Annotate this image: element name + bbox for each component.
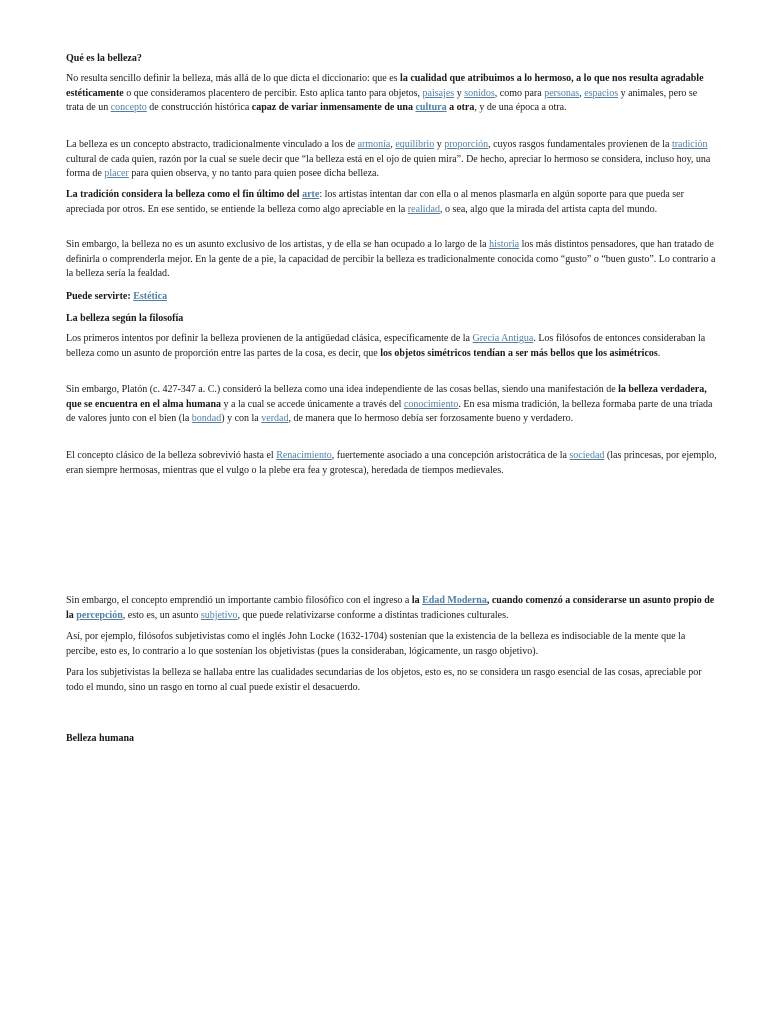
link-equilibrio[interactable]: equilibrio <box>395 139 435 150</box>
bold-text: la <box>411 595 423 606</box>
link-placer[interactable]: placer <box>104 168 129 180</box>
heading-que-es-la-belleza: Qué es la belleza? <box>66 53 142 64</box>
text: . <box>657 347 661 359</box>
paragraph-renacimiento <box>66 449 721 478</box>
paragraph-puede-servirte <box>66 290 716 305</box>
text: , <box>390 139 396 150</box>
link-renacimiento[interactable]: Renacimiento <box>276 450 332 461</box>
text: , de manera que lo hermoso debía ser forzosamente bueno y verdadero. <box>288 413 574 425</box>
link-grecia-antigua[interactable]: Grecia Antigua <box>472 333 534 344</box>
bold-text: los objetos simétricos tendían a ser más bellos que los asimétricos <box>380 347 658 359</box>
text: . En esa misma tradición, la belleza formaba parte de una tríada de valores junto con el bien (la <box>66 398 713 425</box>
link-sociedad[interactable]: sociedad <box>569 450 605 461</box>
text: , que puede relativizarse conforme a distintas tradiciones culturales. <box>237 609 509 621</box>
text: (las princesas, por ejemplo, eran siempre hermosas, mientras que el vulgo o la plebe era fea y grotesca), heredada de tiempos medievales. <box>66 450 717 476</box>
link-edad-moderna[interactable]: Edad Moderna <box>422 595 487 606</box>
text: , fuertemente asociado a una concepción aristocrática de la <box>331 450 570 461</box>
text: y animales, pero se trata de un <box>66 87 698 114</box>
text: Sin embargo, la belleza no es un asunto exclusivo de los artistas, y de ella se han ocupado a lo largo de la <box>66 239 490 250</box>
paragraph-grecia-antigua <box>66 332 716 361</box>
text: y a la cual se accede únicamente a través del <box>221 398 404 410</box>
text: o que consideramos placentero de percibir. Esto aplica tanto para objetos, <box>123 87 423 99</box>
text: , y de una época a otra. <box>474 102 567 114</box>
link-percepcion[interactable]: percepción <box>76 609 123 621</box>
link-armonia[interactable]: armonía <box>357 139 391 150</box>
heading-belleza-filosofia: La belleza según la filosofía <box>66 313 184 324</box>
link-tradicion[interactable]: tradición <box>671 139 708 150</box>
paragraph-edad-moderna <box>66 594 721 623</box>
link-concepto[interactable]: concepto <box>110 102 147 114</box>
link-proporcion[interactable]: proporción <box>444 139 489 150</box>
text: Los primeros intentos por definir la belleza provienen de la antigüedad clásica, específicamente de la <box>66 333 473 344</box>
link-subjetivo[interactable]: subjetivo <box>200 609 238 621</box>
paragraph-john-locke: Así, por ejemplo, filósofos subjetivistas como el inglés John Locke (1632-1704) sostenían que la existencia de la belleza es indisociable de la mente que la percibe, esto es, lo contrario a lo que sostenían los objetivistas (pues la consideraban, lógicamente, un rasgo objetivo). <box>66 631 686 657</box>
text: y <box>434 139 445 150</box>
link-estetica[interactable]: Estética <box>133 291 168 302</box>
bold-text: capaz de variar inmensamente de una <box>251 102 416 114</box>
text: , <box>579 87 585 99</box>
text: Sin embargo, el concepto emprendió un importante cambio filosófico con el ingreso a <box>66 595 412 606</box>
text: Sin embargo, Platón (c. 427-347 a. C.) consideró la belleza como una idea independiente de las cosas bellas, siendo una manifestación de <box>66 384 619 395</box>
link-realidad[interactable]: realidad <box>407 203 440 215</box>
paragraph-tradicion-arte <box>66 188 716 217</box>
text: , o sea, algo que la mirada del artista capta del mundo. <box>440 203 658 215</box>
paragraph-platon <box>66 383 716 427</box>
link-sonidos[interactable]: sonidos <box>464 87 495 99</box>
text: y <box>454 87 465 99</box>
text: ) y con la <box>221 413 262 425</box>
text: cultural de cada quien, razón por la cual se suele decir que “la belleza está en el ojo de quien mira”. De hecho, apreciar lo hermoso se considera, incluso hoy, una forma de <box>66 153 711 180</box>
text: de construcción histórica <box>146 102 252 114</box>
text: para quien observa, y no tanto para quien posee dicha belleza. <box>128 168 379 180</box>
link-paisajes[interactable]: paisajes <box>422 87 455 99</box>
text: , esto es, un asunto <box>122 609 201 621</box>
heading-belleza-humana: Belleza humana <box>66 733 135 744</box>
text: , como para <box>494 87 545 99</box>
link-espacios[interactable]: espacios <box>584 87 619 99</box>
link-arte[interactable]: arte <box>302 189 320 200</box>
bold-text: la belleza verdadera, que se encuentra en el alma humana <box>66 384 707 410</box>
paragraph-intro <box>66 72 716 116</box>
paragraph-gusto <box>66 238 716 282</box>
text: . Los filósofos de entonces consideraban la belleza como un asunto de proporción entre las partes de la cosa, es decir, que <box>66 333 706 359</box>
link-bondad[interactable]: bondad <box>191 413 222 425</box>
text: El concepto clásico de la belleza sobrevivió hasta el <box>66 450 277 461</box>
text: los más distintos pensadores, que han tratado de definirla o comprenderla mejor. En la gente de a pie, la capacidad de percibir la belleza es tradicionalmente conocida como “gusto” o “buen gusto”. Lo contrario a la belleza sería la fealdad. <box>66 239 716 280</box>
bold-text: La tradición considera la belleza como el fin último del <box>66 189 303 200</box>
bold-text: la cualidad que atribuimos a lo hermoso, a lo que nos resulta agradable estéticamente <box>66 73 704 99</box>
link-verdad[interactable]: verdad <box>261 413 289 425</box>
text: , cuyos rasgos fundamentales provienen de la <box>488 139 672 150</box>
paragraph-concepto-abstracto <box>66 138 716 182</box>
bold-text: a otra <box>446 102 475 114</box>
link-conocimiento[interactable]: conocimiento <box>403 398 459 410</box>
paragraph-subjetivistas: Para los subjetivistas la belleza se hallaba entre las cualidades secundarias de los objetos, esto es, no se considera un rasgo esencial de las cosas, apreciable por todo el mundo, sino un rasgo en torno al cual puede existir el desacuerdo. <box>66 667 702 693</box>
link-historia[interactable]: historia <box>489 239 520 250</box>
link-cultura[interactable]: cultura <box>415 102 447 114</box>
bold-text: , cuando comenzó a considerarse un asunto propio de la <box>66 595 715 621</box>
text: : los artistas intentan dar con ella o al menos plasmarla en algún soporte para que pueda ser apreciada por otros. En ese sentido, se entiende la belleza como algo apreciable en la <box>66 189 684 215</box>
link-personas[interactable]: personas <box>544 87 580 99</box>
bold-text: Puede servirte: <box>66 291 134 302</box>
text: No resulta sencillo definir la belleza, más allá de lo que dicta el diccionario: que es <box>66 73 401 84</box>
text: La belleza es un concepto abstracto, tradicionalmente vinculado a los de <box>66 139 358 150</box>
